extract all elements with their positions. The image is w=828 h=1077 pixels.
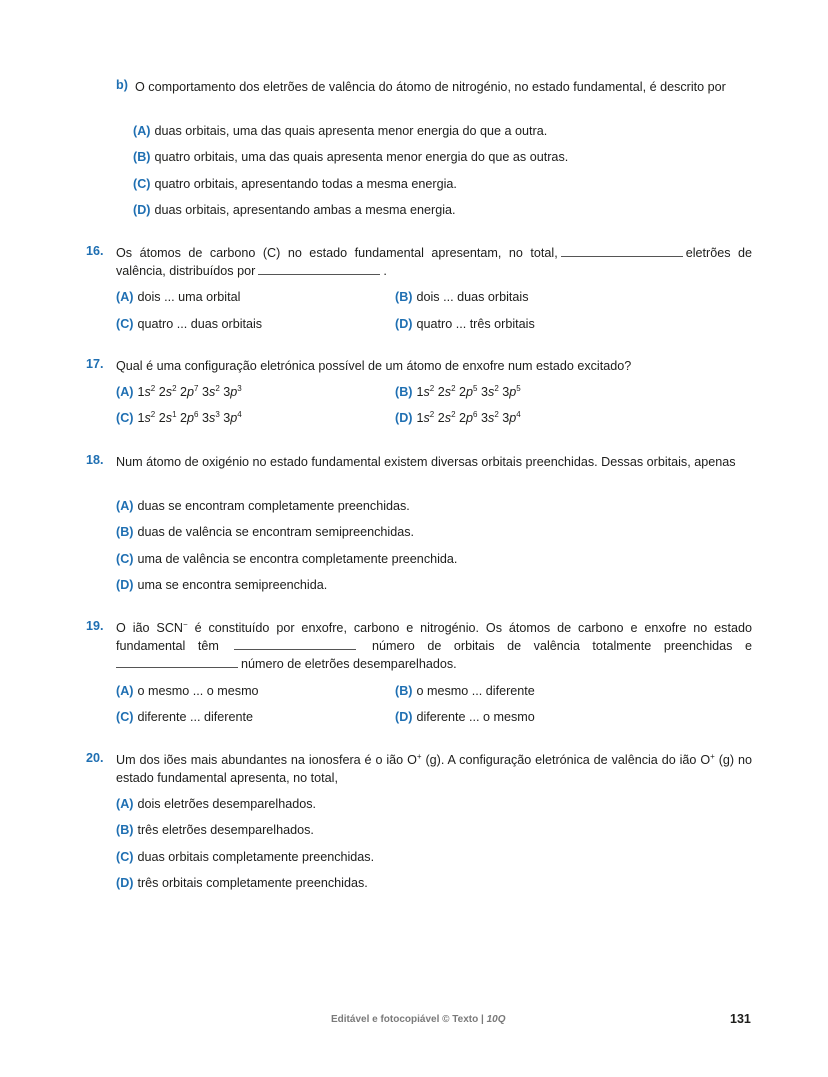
option-label: (D) [116, 578, 134, 592]
electron-configuration: $1s^2$ $2s^2$ $2p^5$ $3s^2$ $3p^5$ [416, 384, 521, 399]
answer-blank-1[interactable] [234, 638, 356, 650]
option-label: (C) [116, 411, 134, 425]
option-d[interactable] [116, 874, 368, 892]
stem-text: número de eletrões desemparelhados. [241, 657, 457, 671]
option-a[interactable] [133, 122, 547, 140]
option-text: o mesmo ... diferente [416, 684, 535, 698]
answer-blank-2[interactable] [258, 263, 380, 275]
option-a[interactable] [116, 497, 410, 515]
answer-blank-2[interactable] [116, 656, 238, 668]
book-title: 10Q [486, 1014, 506, 1025]
option-text: duas orbitais completamente preenchidas. [137, 850, 375, 864]
option-b[interactable] [395, 383, 521, 401]
option-label: (B) [116, 823, 134, 837]
option-text: duas de valência se encontram semipreenchidas. [137, 525, 415, 539]
question-number: 16. [86, 244, 104, 258]
stem-text: valência, distribuídos por [116, 264, 256, 278]
electron-configuration: $1s^2$ $2s^2$ $2p^7$ $3s^2$ $3p^3$ [137, 384, 242, 399]
option-a[interactable] [116, 682, 259, 700]
stem-text: é constituído por enxofre, carbono e nitrogénio. Os átomos de carbono e enxofre no estado fundamental têm [116, 621, 752, 653]
option-text: quatro orbitais, apresentando todas a mesma energia. [154, 177, 457, 191]
option-label: (D) [395, 317, 413, 331]
option-label: (B) [133, 150, 151, 164]
option-label: (B) [395, 385, 413, 399]
option-label: (D) [133, 203, 151, 217]
electron-configuration: $1s^2$ $2s^2$ $2p^6$ $3s^2$ $3p^4$ [416, 410, 521, 425]
option-text: quatro ... duas orbitais [137, 317, 263, 331]
question-label: b) [116, 78, 128, 92]
question-number: 17. [86, 357, 104, 371]
option-label: (A) [116, 385, 134, 399]
page-number: 131 [730, 1012, 751, 1026]
stem-text: . [383, 264, 387, 278]
option-text: uma se encontra semipreenchida. [137, 578, 328, 592]
option-c[interactable] [133, 175, 457, 193]
option-text: três orbitais completamente preenchidas. [137, 876, 368, 890]
option-label: (A) [116, 797, 134, 811]
question-stem [116, 619, 752, 673]
option-label: (A) [116, 290, 134, 304]
option-b[interactable] [395, 288, 529, 306]
stem-text: eletrões de [685, 246, 752, 260]
option-c[interactable] [116, 409, 242, 427]
option-text: dois eletrões desemparelhados. [137, 797, 317, 811]
option-text: duas se encontram completamente preenchidas. [137, 499, 410, 513]
option-d[interactable] [133, 201, 456, 219]
stem-text: Um dos iões mais abundantes na ionosfera é o ião O [116, 753, 417, 767]
question-number: 19. [86, 619, 104, 633]
option-d[interactable] [395, 708, 535, 726]
question-stem [116, 751, 752, 787]
option-text: dois ... duas orbitais [416, 290, 529, 304]
option-label: (C) [116, 710, 134, 724]
option-text: diferente ... diferente [137, 710, 253, 724]
stem-text: número de orbitais de valência totalmente preenchidas e [372, 639, 753, 653]
charge-superscript: − [183, 620, 188, 629]
option-text: duas orbitais, apresentando ambas a mesma energia. [154, 203, 456, 217]
option-label: (B) [395, 290, 413, 304]
answer-blank-1[interactable] [561, 245, 683, 257]
option-label: (D) [395, 411, 413, 425]
option-text: diferente ... o mesmo [416, 710, 535, 724]
option-c[interactable] [116, 848, 374, 866]
option-c[interactable] [116, 550, 457, 568]
option-label: (A) [116, 684, 134, 698]
option-b[interactable] [116, 821, 314, 839]
option-b[interactable] [395, 682, 535, 700]
question-number: 18. [86, 453, 104, 467]
option-label: (C) [116, 850, 134, 864]
option-label: (B) [116, 525, 134, 539]
stem-text: (g). A configuração eletrónica de valência do ião [421, 753, 697, 767]
stem-text: O ião SCN [116, 621, 184, 635]
option-text: quatro ... três orbitais [416, 317, 535, 331]
option-c[interactable] [116, 315, 262, 333]
option-a[interactable] [116, 383, 242, 401]
copyright-text: Editável e fotocopiável © Texto | [331, 1014, 487, 1025]
question-stem [116, 244, 752, 280]
option-c[interactable] [116, 708, 253, 726]
option-a[interactable] [116, 795, 316, 813]
charge-superscript: + [416, 752, 422, 761]
option-label: (C) [116, 552, 134, 566]
stem-text: O [700, 753, 711, 767]
option-d[interactable] [395, 315, 535, 333]
question-stem: Qual é uma configuração eletrónica possível de um átomo de enxofre num estado excitado? [116, 359, 632, 373]
charge-superscript: + [710, 752, 715, 761]
option-d[interactable] [395, 409, 521, 427]
option-text: duas orbitais, uma das quais apresenta menor energia do que a outra. [154, 124, 548, 138]
option-label: (A) [116, 499, 134, 513]
electron-configuration: $1s^2$ $2s^1$ $2p^6$ $3s^3$ $3p^4$ [137, 410, 242, 425]
option-a[interactable] [116, 288, 240, 306]
option-label: (A) [133, 124, 151, 138]
page-footer [331, 1014, 505, 1025]
option-text: o mesmo ... o mesmo [137, 684, 259, 698]
question-number: 20. [86, 751, 104, 765]
option-text: três eletrões desemparelhados. [137, 823, 314, 837]
question-stem: O comportamento dos eletrões de valência do átomo de nitrogénio, no estado fundamental, é descrito por [135, 80, 726, 94]
option-b[interactable] [116, 523, 414, 541]
option-label: (C) [133, 177, 151, 191]
option-b[interactable] [133, 148, 568, 166]
option-text: quatro orbitais, uma das quais apresenta menor energia do que as outras. [154, 150, 569, 164]
option-label: (B) [395, 684, 413, 698]
option-text: dois ... uma orbital [137, 290, 241, 304]
option-d[interactable] [116, 576, 327, 594]
option-label: (D) [395, 710, 413, 724]
stem-text: Os átomos de carbono (C) no estado fundamental apresentam, no total, [116, 246, 558, 260]
question-stem: Num átomo de oxigénio no estado fundamental existem diversas orbitais preenchidas. Dessas orbitais, apenas [116, 455, 736, 469]
option-text: uma de valência se encontra completamente preenchida. [137, 552, 458, 566]
option-label: (C) [116, 317, 134, 331]
option-label: (D) [116, 876, 134, 890]
stem-text: (g) no estado fundamental apresenta, no total, [116, 753, 753, 785]
